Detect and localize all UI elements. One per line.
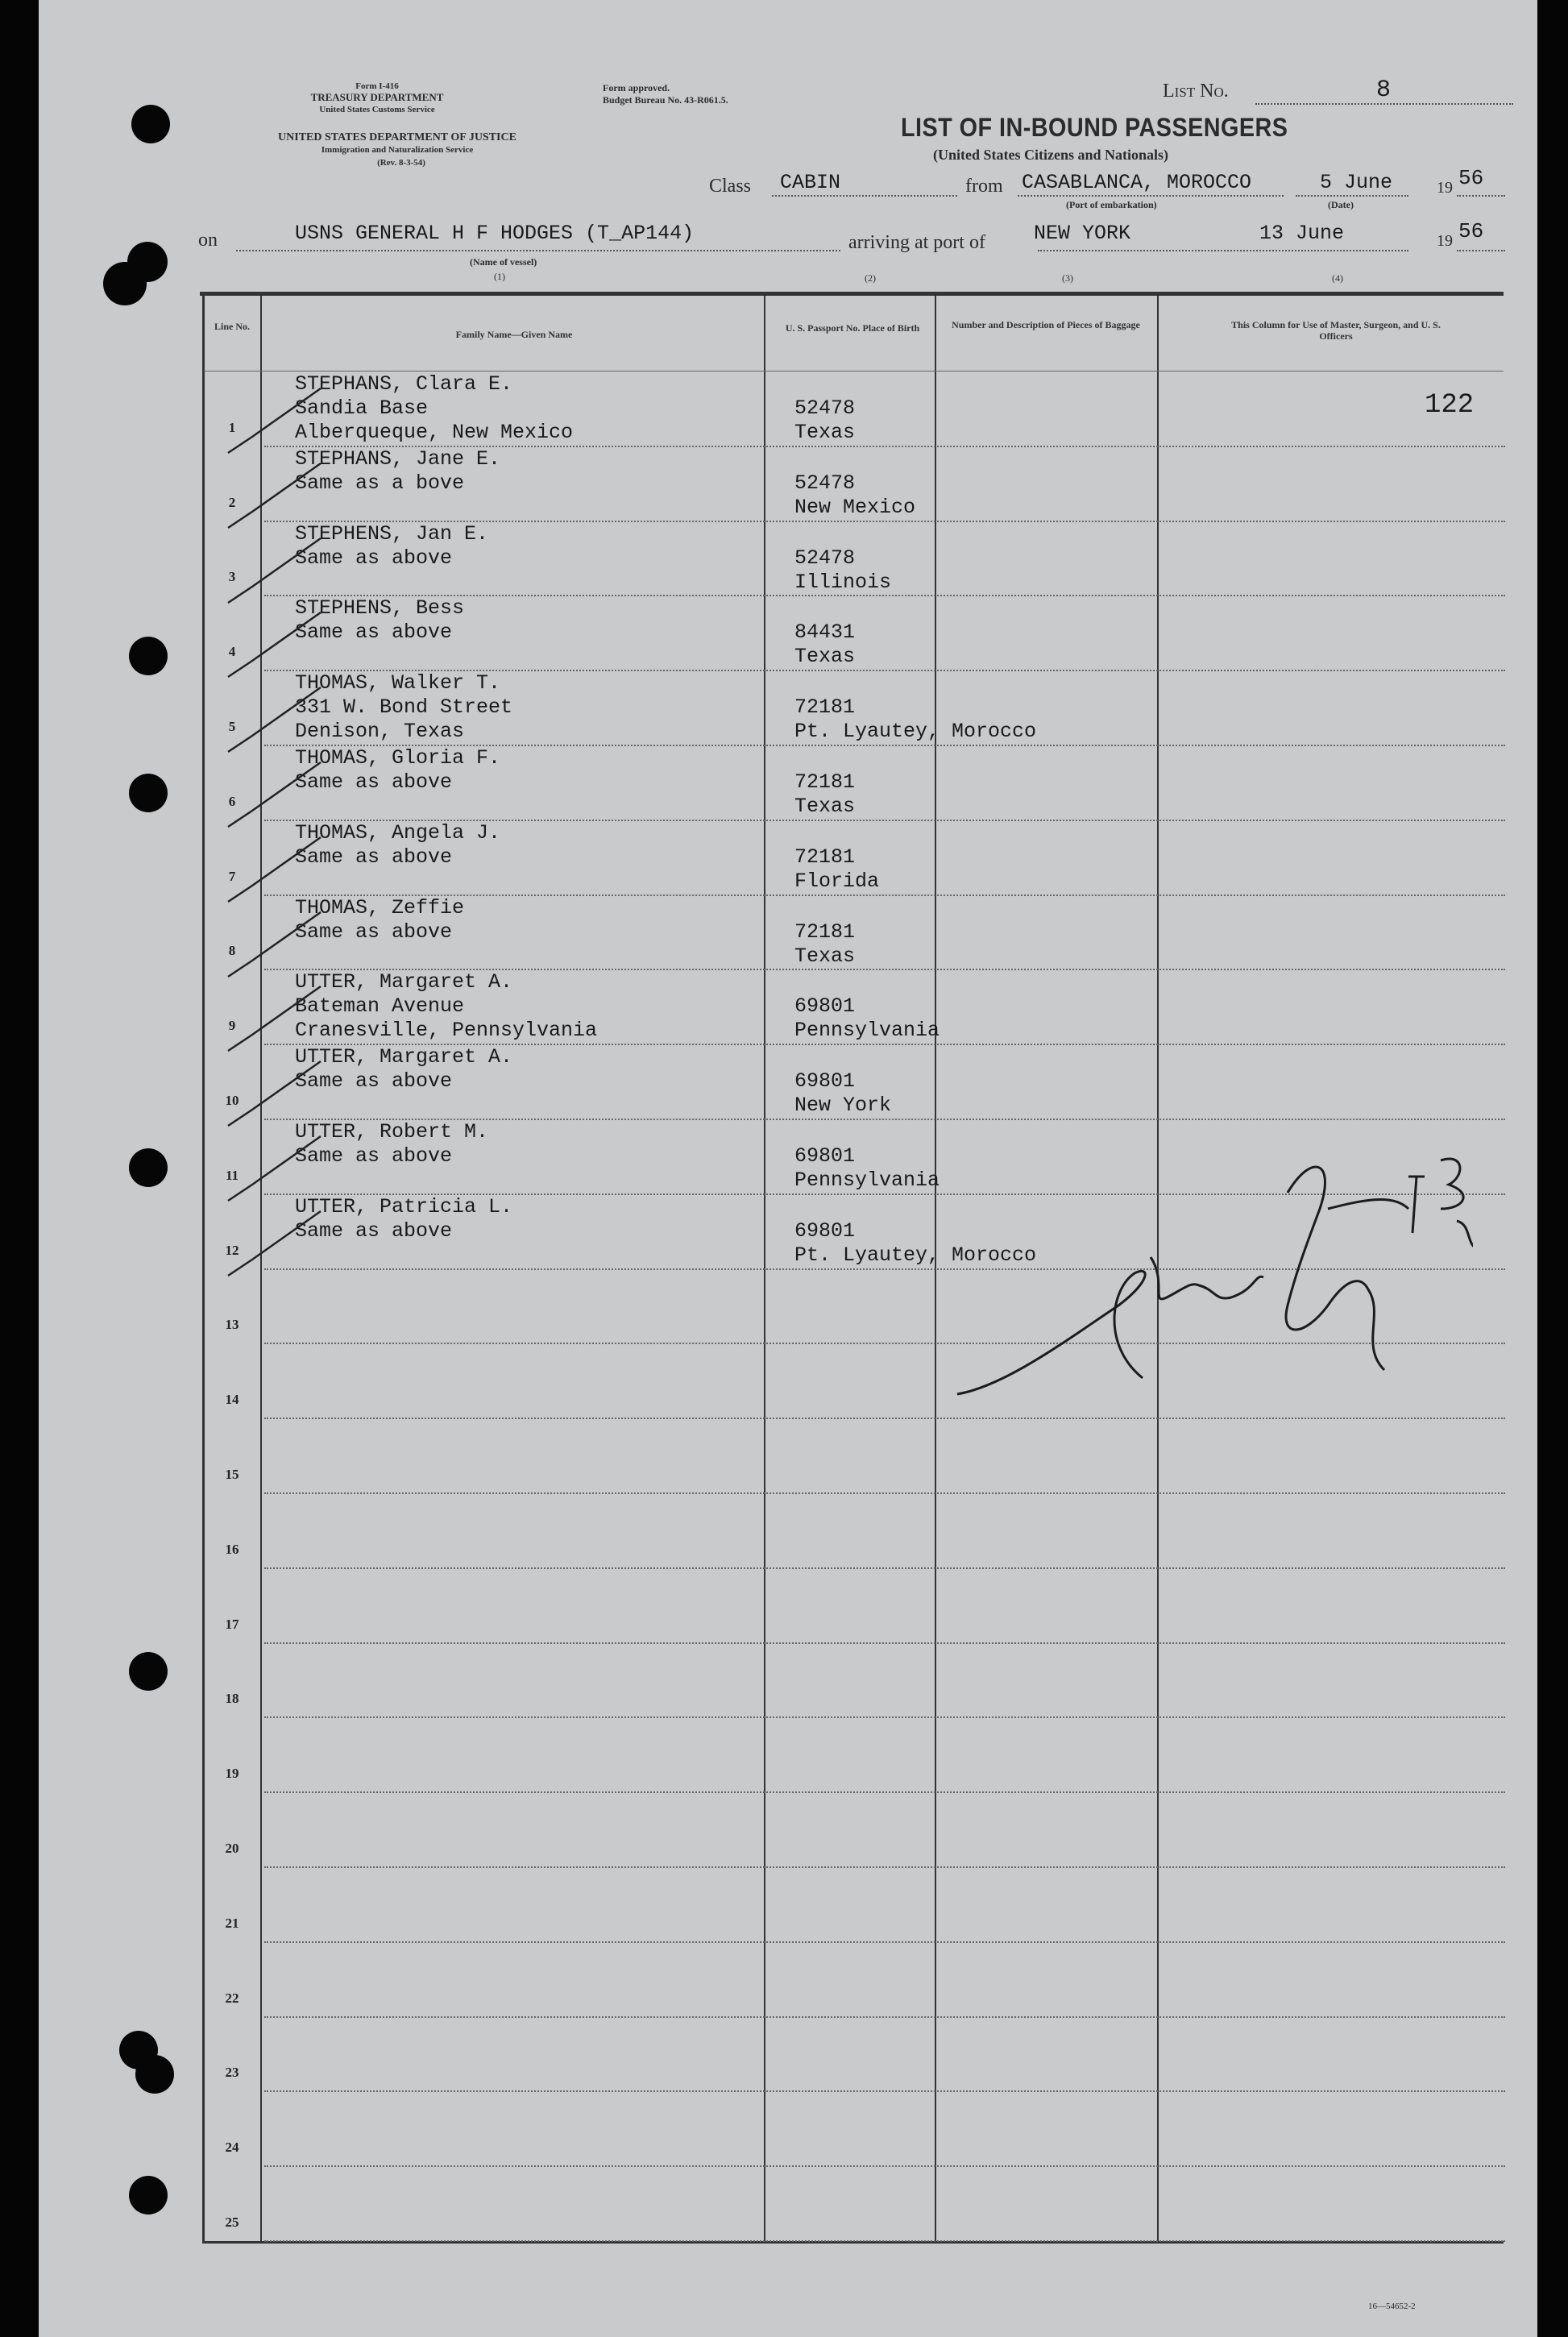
col-header-line: Line No. (214, 321, 250, 332)
passenger-address-1: Same as above (295, 770, 453, 794)
arrival-year-prefix: 19 (1437, 232, 1453, 250)
passenger-name: UTTER, Patricia L. (295, 1194, 513, 1218)
line-number: 1 (228, 419, 236, 435)
officer-signature (909, 1144, 1473, 1402)
page-subtitle: (United States Citizens and Nationals) (933, 147, 1169, 163)
passport-number: 72181 (794, 695, 856, 720)
passenger-name: THOMAS, Walker T. (295, 671, 501, 695)
vessel-caption: (Name of vessel) (470, 256, 537, 268)
col-marker-3: (3) (1062, 272, 1073, 284)
place-of-birth: Pennsylvania (794, 1168, 940, 1192)
page-title: LIST OF IN-BOUND PASSENGERS (901, 113, 1288, 142)
passenger-name: STEPHANS, Clara E. (295, 372, 513, 396)
place-of-birth: Pt. Lyautey, Morocco (794, 720, 1037, 744)
line-number: 23 (225, 2065, 239, 2081)
place-of-birth: New Mexico (794, 495, 916, 519)
row-separator (264, 1418, 1505, 1419)
ins-service: Immigration and Naturalization Service (321, 145, 474, 155)
passenger-address-1: Same as above (295, 1069, 453, 1094)
binder-hole (129, 1652, 168, 1691)
place-of-birth: Texas (794, 795, 856, 818)
date-line (1296, 195, 1408, 197)
row-separator (264, 2165, 1505, 2167)
class-value: CABIN (780, 171, 841, 194)
line-number: 22 (225, 1990, 239, 2006)
row-separator (264, 1716, 1505, 1718)
passport-number: 69801 (794, 1144, 856, 1168)
list-no-label: List No. (1163, 81, 1229, 102)
place-of-birth: Illinois (794, 570, 892, 594)
line-number: 17 (225, 1616, 239, 1632)
arrival-port-line (1038, 250, 1408, 251)
line-number: 3 (228, 569, 236, 585)
passport-number: 52478 (794, 546, 856, 570)
binder-hole (135, 2055, 174, 2094)
row-separator (264, 1492, 1505, 1494)
passenger-name: STEPHENS, Bess (295, 596, 465, 621)
manifest-page (39, 0, 1537, 2337)
on-label: on (198, 230, 218, 251)
arriving-label: arriving at port of (848, 232, 985, 253)
passenger-address-1: Same as above (295, 1218, 453, 1243)
place-of-birth: Pennsylvania (794, 1019, 940, 1043)
passenger-name: STEPHENS, Jan E. (295, 521, 489, 546)
passenger-name: THOMAS, Angela J. (295, 820, 501, 845)
line-number: 20 (225, 1841, 239, 1856)
passenger-address-1: Same as above (295, 621, 453, 645)
line-number: 13 (225, 1317, 239, 1333)
row-separator (264, 2240, 1505, 2242)
line-number: 4 (228, 644, 236, 660)
line-number: 7 (228, 868, 236, 884)
col-header-officers: This Column for Use of Master, Surgeon, and U. S. Officers (1231, 319, 1441, 342)
place-of-birth: New York (794, 1094, 892, 1118)
departure-date: 5 June (1320, 171, 1393, 194)
row-separator (264, 1642, 1505, 1644)
port-caption: (Port of embarkation) (1066, 199, 1157, 210)
line-number: 2 (228, 494, 236, 510)
line-number: 9 (228, 1018, 236, 1034)
arrival-port: NEW YORK (1034, 222, 1131, 245)
line-number: 5 (228, 719, 236, 734)
arrival-date: 13 June (1259, 222, 1345, 245)
vessel-line (236, 250, 840, 251)
revision: (Rev. 8-3-54) (377, 158, 425, 168)
arrival-year-line (1457, 250, 1505, 251)
passenger-name: THOMAS, Gloria F. (295, 746, 501, 770)
passport-number: 84431 (794, 621, 856, 645)
binder-hole (129, 1148, 168, 1187)
line-number: 18 (225, 1691, 239, 1707)
line-number: 15 (225, 1467, 239, 1482)
year-line (1457, 195, 1505, 197)
row-separator (264, 1791, 1505, 1793)
department: TREASURY DEPARTMENT (310, 91, 444, 103)
departure-year-prefix: 19 (1437, 179, 1453, 197)
annotation-122: 122 (1425, 390, 1475, 421)
class-label: Class (709, 176, 752, 197)
passenger-address-2: Alberqueque, New Mexico (295, 421, 574, 444)
form-number: Form I-416 (355, 81, 399, 91)
footer-code: 16—54652-2 (1368, 2302, 1416, 2311)
binder-hole (129, 774, 168, 812)
passport-number: 72181 (794, 845, 856, 869)
line-number: 10 (225, 1093, 239, 1108)
arrival-year: 56 (1458, 219, 1484, 243)
place-of-birth: Texas (794, 421, 856, 444)
port-line (1018, 195, 1284, 197)
table-top-rule (200, 292, 1504, 296)
binder-hole (129, 637, 168, 675)
line-number: 24 (225, 2140, 239, 2156)
passenger-name: UTTER, Margaret A. (295, 1045, 513, 1069)
form-approved: Form approved. (603, 82, 670, 93)
row-separator (264, 1567, 1505, 1569)
passport-number: 69801 (794, 994, 856, 1019)
line-number: 16 (225, 1541, 239, 1557)
col-marker-1: (1) (494, 271, 505, 282)
row-separator (264, 1941, 1505, 1943)
passenger-name: UTTER, Margaret A. (295, 970, 513, 994)
col-header-baggage: Number and Description of Pieces of Baggage (952, 319, 1140, 330)
passenger-address-1: Same as a bove (295, 471, 465, 495)
passport-number: 72181 (794, 919, 856, 944)
from-label: from (965, 176, 1003, 197)
line-number: 25 (225, 2215, 239, 2230)
passenger-address-1: Same as above (295, 1144, 453, 1168)
class-line (772, 195, 957, 197)
passport-number: 69801 (794, 1218, 856, 1243)
row-separator (264, 2016, 1505, 2018)
list-no-value: 8 (1376, 77, 1392, 104)
departure-year: 56 (1458, 166, 1484, 190)
line-number: 21 (225, 1915, 239, 1931)
budget-bureau: Budget Bureau No. 43-R061.5. (603, 94, 728, 106)
row-separator (264, 2090, 1505, 2092)
passenger-address-1: Sandia Base (295, 396, 429, 420)
col-marker-2: (2) (865, 272, 876, 284)
line-number: 8 (228, 943, 236, 959)
place-of-birth: Texas (794, 645, 856, 669)
line-number: 11 (225, 1167, 239, 1183)
passport-number: 72181 (794, 770, 856, 794)
passenger-address-2: Denison, Texas (295, 720, 465, 744)
col-header-passport: U. S. Passport No. Place of Birth (785, 322, 920, 334)
place-of-birth: Florida (794, 869, 880, 893)
place-of-birth: Pt. Lyautey, Morocco (794, 1243, 1037, 1267)
place-of-birth: Texas (794, 944, 856, 968)
passenger-address-1: Same as above (295, 845, 453, 869)
binder-hole (131, 105, 170, 143)
table-left-rule (202, 293, 205, 2244)
date-caption: (Date) (1328, 199, 1354, 210)
customs-service: United States Customs Service (319, 105, 435, 114)
passport-number: 52478 (794, 471, 856, 495)
passenger-name: UTTER, Robert M. (295, 1120, 489, 1144)
header-bottom-rule (204, 371, 1504, 372)
line-number: 14 (225, 1392, 239, 1408)
check-mark (224, 1203, 329, 1284)
binder-hole (127, 242, 168, 282)
line-number: 12 (225, 1242, 239, 1258)
passenger-address-1: Same as above (295, 919, 453, 944)
vessel-name: USNS GENERAL H F HODGES (T_AP144) (295, 222, 695, 245)
col-header-name: Family Name—Given Name (455, 329, 573, 340)
line-number: 6 (228, 793, 236, 809)
col-marker-4: (4) (1332, 272, 1343, 284)
passport-number: 69801 (794, 1069, 856, 1094)
passenger-address-1: 331 W. Bond Street (295, 695, 513, 720)
passenger-address-1: Same as above (295, 546, 453, 570)
passport-number: 52478 (794, 396, 856, 420)
justice-department: UNITED STATES DEPARTMENT OF JUSTICE (278, 131, 516, 143)
passenger-address-2: Cranesville, Pennsylvania (295, 1019, 598, 1043)
passenger-address-1: Bateman Avenue (295, 994, 465, 1019)
row-separator (264, 1866, 1505, 1868)
passenger-name: THOMAS, Zeffie (295, 895, 465, 919)
port-embarkation: CASABLANCA, MOROCCO (1022, 171, 1252, 194)
passenger-name: STEPHANS, Jane E. (295, 446, 501, 471)
binder-hole (129, 2176, 168, 2215)
line-number: 19 (225, 1766, 239, 1782)
